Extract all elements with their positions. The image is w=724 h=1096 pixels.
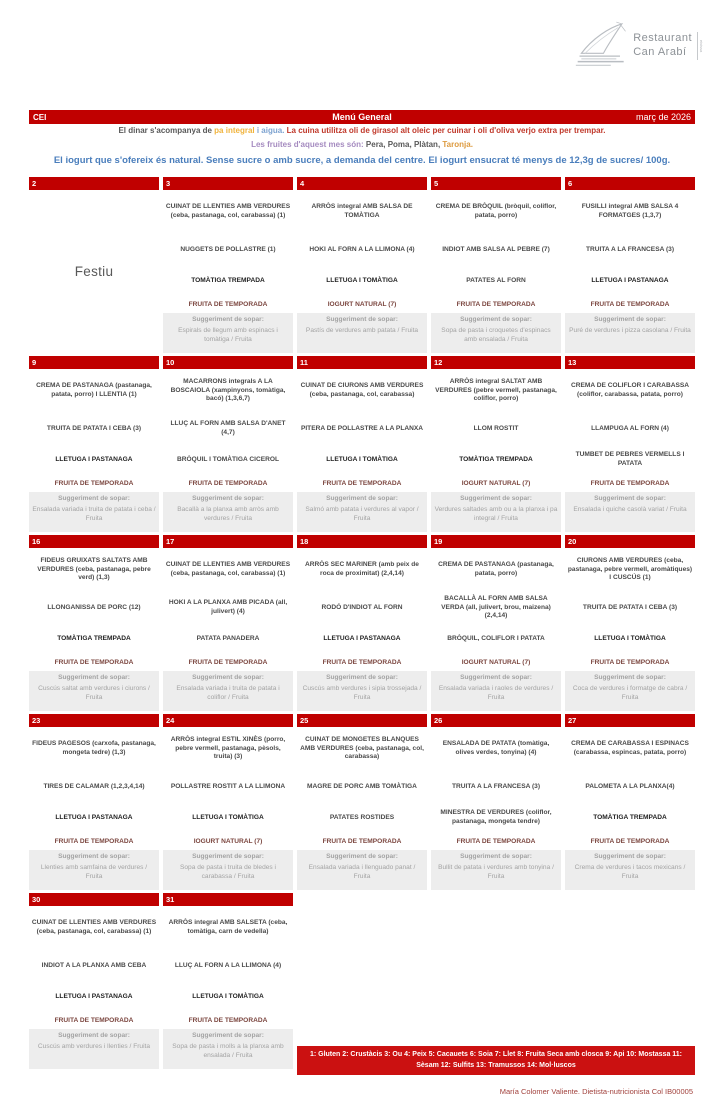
supper-suggestion-text: Espirals de llegum amb espinacs i tomàtiga / Fruita <box>178 326 278 343</box>
day-number: 5 <box>434 179 439 188</box>
day-number-bar <box>297 356 427 369</box>
supper-suggestion-title: Suggeriment de sopar: <box>58 495 130 502</box>
day-number: 13 <box>568 358 577 367</box>
day-menu <box>297 369 427 532</box>
supper-suggestion <box>163 671 293 711</box>
menu-month: març de 2026 <box>635 112 691 122</box>
supper-suggestion-title: Suggeriment de sopar: <box>594 853 666 860</box>
day-cell <box>163 356 293 532</box>
day-menu <box>565 548 695 711</box>
first-course: CUINAT DE CIURONS AMB VERDURES (ceba, pastanaga, col, carabassa) <box>300 382 424 398</box>
dessert: FRUITA DE TEMPORADA <box>54 838 134 845</box>
dessert: FRUITA DE TEMPORADA <box>188 480 268 487</box>
day-cell <box>297 177 427 353</box>
first-course: ARRÒS integral AMB SALSA DE TOMÀTIGA <box>311 203 413 219</box>
logo-side-text: eivissa <box>699 39 704 53</box>
day-cell <box>431 177 561 353</box>
first-course: ENSALADA DE PATATA (tomàtiga, olives verdes, tonyina) (4) <box>442 740 550 756</box>
day-number: 6 <box>568 179 573 188</box>
supper-suggestion-text: Salmó amb patata i verdures al vapor / Fruita <box>305 505 419 522</box>
day-menu <box>29 906 159 1069</box>
day-number-bar <box>431 177 561 190</box>
side-dish: LLETUGA I TOMÀTIGA <box>326 276 398 284</box>
day-cell <box>565 714 695 890</box>
day-number-bar <box>29 714 159 727</box>
day-cell <box>163 714 293 890</box>
supper-suggestion-text: Cuscús saltat amb verdures i ciurons / Fruita <box>38 684 150 701</box>
dessert: IOGURT NATURAL (7) <box>327 301 397 308</box>
week-row <box>29 177 695 353</box>
dessert: FRUITA DE TEMPORADA <box>590 659 670 666</box>
supper-suggestion-title: Suggeriment de sopar: <box>460 674 532 681</box>
day-menu <box>297 548 427 711</box>
logo-text <box>633 32 698 60</box>
supper-suggestion <box>29 492 159 532</box>
intro-block <box>29 124 695 170</box>
day-cell <box>29 356 159 532</box>
dessert: FRUITA DE TEMPORADA <box>590 301 670 308</box>
second-course: LLUÇ AL FORN AMB SALSA D'ANET (4,7) <box>170 420 286 436</box>
first-course: CUINAT DE LLENTIES AMB VERDURES (ceba, pastanaga, col, carabassa) (1) <box>165 203 291 219</box>
second-course: LLOM ROSTIT <box>473 424 519 432</box>
day-menu <box>431 190 561 353</box>
supper-suggestion-text: Pastís de verdures amb patata / Fruita <box>305 326 419 334</box>
supper-suggestion-title: Suggeriment de sopar: <box>326 674 398 681</box>
side-dish: BRÒQUIL I TOMÀTIGA CICEROL <box>176 455 280 463</box>
logo-line1: Restaurant <box>633 32 692 45</box>
dessert: FRUITA DE TEMPORADA <box>322 659 402 666</box>
first-course: ARRÒS SEC MARINER (amb peix de roca de proximitat) (2,4,14) <box>305 561 419 577</box>
day-menu <box>29 369 159 532</box>
day-number: 24 <box>166 716 175 725</box>
intro-text-part: Taronja. <box>442 140 473 149</box>
first-course: CUINAT DE LLENTIES AMB VERDURES (ceba, pastanaga, col, carabassa) (1) <box>165 561 291 577</box>
dietitian-credit: María Colomer Valiente. Dietista-nutricionista Col IB00005 <box>499 1087 693 1096</box>
supper-suggestion-title: Suggeriment de sopar: <box>192 495 264 502</box>
dessert: FRUITA DE TEMPORADA <box>456 838 536 845</box>
second-course: MAGRE DE PORC AMB TOMÀTIGA <box>307 782 417 790</box>
supper-suggestion-title: Suggeriment de sopar: <box>58 1032 130 1039</box>
side-dish: PATATES AL FORN <box>466 276 526 284</box>
day-menu <box>297 727 427 890</box>
second-course: PITERA DE POLLASTRE A LA PLANXA <box>300 424 424 432</box>
day-number-bar <box>297 535 427 548</box>
dessert: FRUITA DE TEMPORADA <box>456 301 536 308</box>
second-course: TRUITA A LA FRANCESA (3) <box>585 245 675 253</box>
supper-suggestion-title: Suggeriment de sopar: <box>326 495 398 502</box>
first-course: ARRÒS integral ESTIL XINÈS (porro, pebre vermell, pastanaga, pèsols, truita) (3) <box>170 736 286 761</box>
intro-text-part: Plàtan, <box>413 140 443 149</box>
first-course: CREMA DE COLIFLOR I CARABASSA (coliflor, carabassa, patata, porro) <box>570 382 690 398</box>
day-number-bar <box>297 714 427 727</box>
day-menu <box>163 190 293 353</box>
supper-suggestion-text: Ensalada variada i llenguado panat / Fruita <box>308 863 416 880</box>
supper-suggestion-text: Cuscús amb verdures i sipia trossejada / Fruita <box>302 684 422 701</box>
intro-line-3: El iogurt que s'ofereix és natural. Sense sucre o amb sucre, a demanda del centre. El iogurt ensucrat té menys de 12,3g de sucres/ 100g. <box>53 155 671 166</box>
day-number-bar <box>163 893 293 906</box>
supper-suggestion-title: Suggeriment de sopar: <box>460 853 532 860</box>
day-number: 16 <box>32 537 41 546</box>
week-row <box>29 356 695 532</box>
supper-suggestion-text: Ensalada variada i truita de patata i ceba / Fruita <box>32 505 156 522</box>
second-course: TRUITA DE PATATA I CEBA (3) <box>582 603 678 611</box>
supper-suggestion-text: Sopa de pasta i croquetes d'espinacs amb ensalada / Fruita <box>441 326 551 343</box>
day-number: 2 <box>32 179 37 188</box>
intro-text-part: Pera, <box>365 140 388 149</box>
supper-suggestion-title: Suggeriment de sopar: <box>460 316 532 323</box>
second-course: NUGGETS DE POLLASTRE (1) <box>180 245 276 253</box>
day-number: 31 <box>166 895 175 904</box>
supper-suggestion-text: Ensalada i quiche casolà variat / Fruita <box>573 505 687 513</box>
first-course: ARRÒS integral SALTAT AMB VERDURES (pebre vermell, pastanaga, coliflor, porro) <box>435 378 557 403</box>
supper-suggestion-title: Suggeriment de sopar: <box>192 316 264 323</box>
dessert: FRUITA DE TEMPORADA <box>322 838 402 845</box>
intro-text-part: Poma, <box>387 140 414 149</box>
day-number-bar <box>431 535 561 548</box>
title-bar <box>29 110 695 124</box>
dessert: FRUITA DE TEMPORADA <box>188 659 268 666</box>
side-dish: BRÒQUIL, COLIFLOR I PATATA <box>447 634 545 642</box>
day-number-bar <box>29 535 159 548</box>
dessert: FRUITA DE TEMPORADA <box>54 480 134 487</box>
side-dish: LLETUGA I PASTANAGA <box>55 455 133 463</box>
supper-suggestion <box>163 492 293 532</box>
day-cell <box>163 535 293 711</box>
day-cell <box>29 893 159 1069</box>
first-course: CUINAT DE LLENTIES AMB VERDURES (ceba, pastanaga, col, carabassa) (1) <box>31 919 157 935</box>
supper-suggestion-title: Suggeriment de sopar: <box>326 853 398 860</box>
menu-grid <box>29 177 695 1069</box>
day-cell <box>29 535 159 711</box>
second-course: INDIOT A LA PLANXA AMB CEBA <box>41 961 147 969</box>
day-number-bar <box>565 535 695 548</box>
supper-suggestion <box>431 671 561 711</box>
first-course: CREMA DE CARABASSA I ESPINACS (carabassa, espincas, patata, porro) <box>571 740 689 756</box>
supper-suggestion-title: Suggeriment de sopar: <box>192 1032 264 1039</box>
first-course: CIURONS AMB VERDURES (ceba, pastanaga, pebre vermell, aromàtiques) I CUSCÚS (1) <box>567 557 693 582</box>
day-menu <box>297 190 427 353</box>
side-dish: LLETUGA I TOMÀTIGA <box>594 634 666 642</box>
side-dish: LLETUGA I TOMÀTIGA <box>326 455 398 463</box>
first-course: MACARRONS integrals A LA BOSCAIOLA (xampinyons, tomàtiga, bacó) (1,3,6,7) <box>170 378 286 403</box>
supper-suggestion <box>565 313 695 353</box>
second-course: POLLASTRE ROSTIT A LA LLIMONA <box>170 782 286 790</box>
supper-suggestion-text: Sopa de pasta i molls a la planxa amb ensalada / Fruita <box>172 1042 284 1059</box>
side-dish: PATATA PANADERA <box>196 634 260 642</box>
day-menu <box>565 727 695 890</box>
day-menu <box>163 906 293 1069</box>
supper-suggestion <box>163 850 293 890</box>
day-menu <box>163 369 293 532</box>
supper-suggestion-title: Suggeriment de sopar: <box>594 674 666 681</box>
week-row <box>29 893 695 1069</box>
intro-text-part: El dinar s'acompanya de <box>118 126 215 135</box>
day-number-bar <box>431 356 561 369</box>
intro-line-1 <box>29 124 695 138</box>
supper-suggestion-title: Suggeriment de sopar: <box>460 495 532 502</box>
side-dish: LLETUGA I PASTANAGA <box>323 634 401 642</box>
supper-suggestion-text: Cuscús amb verdures i llenties / Fruita <box>37 1042 151 1050</box>
day-menu <box>431 548 561 711</box>
intro-text-part: Les fruites d'aquest mes són: <box>251 140 366 149</box>
second-course: HOKI AL FORN A LA LLIMONA (4) <box>309 245 415 253</box>
side-dish: LLETUGA I PASTANAGA <box>591 276 669 284</box>
supper-suggestion-text: Sopa de pasta i truita de bledes i carabassa / Fruita <box>179 863 277 880</box>
supper-suggestion <box>297 671 427 711</box>
side-dish: MINESTRA DE VERDURES (coliflor, pastanaga, mongeta tendre) <box>440 809 552 825</box>
side-dish: TUMBET DE PEBRES VERMELLS I PATATA <box>575 451 685 467</box>
dessert: FRUITA DE TEMPORADA <box>590 838 670 845</box>
first-course: FIDEUS GRUIXATS SALTATS AMB VERDURES (ceba, pastanaga, pebre verd) (1,3) <box>37 557 151 582</box>
dessert: IOGURT NATURAL (7) <box>461 659 531 666</box>
side-dish: LLETUGA I TOMÀTIGA <box>192 992 264 1000</box>
supper-suggestion <box>297 313 427 353</box>
supper-suggestion <box>163 313 293 353</box>
day-number-bar <box>29 177 159 190</box>
supper-suggestion-text: Coca de verdures i formatge de cabra / Fruita <box>572 684 688 701</box>
day-number: 11 <box>300 358 308 367</box>
day-number: 23 <box>32 716 41 725</box>
supper-suggestion-text: Ensalada variada i truita de patata i coliflor / Fruita <box>176 684 280 701</box>
supper-suggestion <box>297 492 427 532</box>
dessert: FRUITA DE TEMPORADA <box>54 1017 134 1024</box>
second-course: TIRES DE CALAMAR (1,2,3,4,14) <box>43 782 145 790</box>
day-number: 9 <box>32 358 37 367</box>
logo-line2: Can Arabí <box>633 46 687 58</box>
first-course: CREMA DE PASTANAGA (pastanaga, patata, porro) I LLENTIA (1) <box>36 382 152 398</box>
second-course: INDIOT AMB SALSA AL PEBRE (7) <box>442 245 550 253</box>
first-course: ARRÒS integral AMB SALSETA (ceba, tomàtiga, carn de vedella) <box>168 919 288 935</box>
day-number-bar <box>565 177 695 190</box>
second-course: BACALLÀ AL FORN AMB SALSA VERDA (all, julivert, brou, maizena) (2,4,14) <box>441 595 551 620</box>
dessert: FRUITA DE TEMPORADA <box>590 480 670 487</box>
second-course: TRUITA A LA FRANCESA (3) <box>451 782 541 790</box>
day-cell <box>29 714 159 890</box>
second-course: LLONGANISSA DE PORC (12) <box>47 603 141 611</box>
day-cell <box>431 714 561 890</box>
first-course: FUSILLI integral AMB SALSA 4 FORMATGES (1,3,7) <box>581 203 679 219</box>
supper-suggestion-title: Suggeriment de sopar: <box>594 495 666 502</box>
supper-suggestion-text: Bacallà a la planxa amb arròs amb verdures / Fruita <box>177 505 279 522</box>
day-number-bar <box>297 177 427 190</box>
supper-suggestion-title: Suggeriment de sopar: <box>58 674 130 681</box>
restaurant-logo <box>574 18 704 74</box>
day-cell <box>297 535 427 711</box>
day-number-bar <box>163 177 293 190</box>
day-number: 26 <box>434 716 443 725</box>
first-course: CREMA DE PASTANAGA (pastanaga, patata, porro) <box>438 561 554 577</box>
allergen-legend: 1: Gluten 2: Crustàcis 3: Ou 4: Peix 5: Cacauets 6: Soia 7: Llet 8: Fruita Seca amb closca 9: Api 10: Mostassa 11: Sèsam 12: Sulfits 13: Tramussos 14: Mol·luscos <box>297 1046 695 1075</box>
side-dish: TOMÀTIGA TREMPADA <box>593 813 667 821</box>
day-number: 27 <box>568 716 577 725</box>
day-cell <box>163 893 293 1069</box>
first-course: CREMA DE BRÒQUIL (bròquil, coliflor, patata, porro) <box>435 203 557 219</box>
day-cell <box>431 356 561 532</box>
supper-suggestion-text: Llenties amb samfaina de verdures / Fruita <box>40 863 148 880</box>
supper-suggestion <box>565 671 695 711</box>
second-course: RODÓ D'INDIOT AL FORN <box>321 603 403 611</box>
intro-text-part: pa integral <box>214 126 255 135</box>
intro-text-part: i aigua. <box>254 126 287 135</box>
day-number: 3 <box>166 179 171 188</box>
first-course: CUINAT DE MONGETES BLANQUES AMB VERDURES (ceba, pastanaga, col, carabassa) <box>300 736 424 761</box>
first-course: FIDEUS PAGESOS (carxofa, pastanaga, mongeta tedre) (1,3) <box>32 740 156 756</box>
day-number: 18 <box>300 537 309 546</box>
dessert: FRUITA DE TEMPORADA <box>188 1017 268 1024</box>
supper-suggestion <box>431 850 561 890</box>
day-menu <box>29 548 159 711</box>
day-cell <box>297 356 427 532</box>
side-dish: LLETUGA I TOMÀTIGA <box>192 813 264 821</box>
dessert: FRUITA DE TEMPORADA <box>188 301 268 308</box>
dessert: FRUITA DE TEMPORADA <box>54 659 134 666</box>
festiu-label: Festiu <box>74 264 114 279</box>
day-menu <box>29 727 159 890</box>
side-dish: LLETUGA I PASTANAGA <box>55 992 133 1000</box>
day-number-bar <box>565 356 695 369</box>
day-cell <box>431 535 561 711</box>
day-cell <box>297 714 427 890</box>
day-number-bar <box>29 356 159 369</box>
dessert: FRUITA DE TEMPORADA <box>322 480 402 487</box>
day-menu <box>565 190 695 353</box>
day-number-bar <box>431 714 561 727</box>
day-number: 17 <box>166 537 175 546</box>
sailboat-logo-icon <box>574 20 629 72</box>
day-cell <box>565 535 695 711</box>
day-menu <box>29 190 159 353</box>
supper-suggestion <box>163 1029 293 1069</box>
dessert: IOGURT NATURAL (7) <box>193 838 263 845</box>
intro-text-part: La cuina utilitza oli de girasol alt oleic per cuinar i oli d'oliva verjo extra per trempar. <box>286 126 606 135</box>
week-row <box>29 714 695 890</box>
second-course: HOKI A LA PLANXA AMB PICADA (all, julivert) (4) <box>168 599 288 615</box>
dessert: IOGURT NATURAL (7) <box>461 480 531 487</box>
supper-suggestion-title: Suggeriment de sopar: <box>192 853 264 860</box>
day-number-bar <box>163 535 293 548</box>
day-menu <box>431 369 561 532</box>
side-dish: PATATES ROSTIDES <box>329 813 395 821</box>
day-cell <box>163 177 293 353</box>
second-course: LLAMPUGA AL FORN (4) <box>591 424 669 432</box>
day-cell <box>565 356 695 532</box>
menu-title: Menú General <box>332 112 392 122</box>
day-number: 10 <box>166 358 175 367</box>
supper-suggestion-text: Bullit de patata i verdures amb tonyina / Fruita <box>438 863 554 880</box>
side-dish: TOMÀTIGA TREMPADA <box>459 455 533 463</box>
center-code: CEI <box>33 112 47 122</box>
supper-suggestion <box>29 671 159 711</box>
second-course: PALOMETA A LA PLANXA(4) <box>585 782 675 790</box>
supper-suggestion-title: Suggeriment de sopar: <box>58 853 130 860</box>
supper-suggestion <box>565 850 695 890</box>
supper-suggestion <box>431 492 561 532</box>
side-dish: TOMÀTIGA TREMPADA <box>57 634 131 642</box>
second-course: LLUÇ AL FORN A LA LLIMONA (4) <box>174 961 282 969</box>
day-cell <box>565 177 695 353</box>
day-number: 4 <box>300 179 305 188</box>
day-number-bar <box>163 714 293 727</box>
second-course: TRUITA DE PATATA I CEBA (3) <box>46 424 142 432</box>
week-row <box>29 535 695 711</box>
day-number: 20 <box>568 537 577 546</box>
supper-suggestion-text: Verdures saltades amb ou a la planxa i pa integral / Fruita <box>434 505 558 522</box>
supper-suggestion <box>29 1029 159 1069</box>
day-number-bar <box>163 356 293 369</box>
day-menu <box>431 727 561 890</box>
day-menu <box>565 369 695 532</box>
supper-suggestion <box>297 850 427 890</box>
supper-suggestion <box>431 313 561 353</box>
side-dish: LLETUGA I PASTANAGA <box>55 813 133 821</box>
supper-suggestion-title: Suggeriment de sopar: <box>192 674 264 681</box>
day-number: 19 <box>434 537 443 546</box>
document-content <box>29 110 695 1096</box>
intro-line-2 <box>29 138 695 152</box>
supper-suggestion-text: Ensalada variada i raoles de verdures / Fruita <box>438 684 554 701</box>
day-number: 25 <box>300 716 309 725</box>
day-cell <box>29 177 159 353</box>
side-dish: TOMÀTIGA TREMPADA <box>191 276 265 284</box>
day-number: 12 <box>434 358 443 367</box>
day-number: 30 <box>32 895 41 904</box>
day-menu <box>163 548 293 711</box>
day-menu <box>163 727 293 890</box>
day-number-bar <box>565 714 695 727</box>
supper-suggestion-text: Puré de verdures i pizza casolana / Fruita <box>569 326 691 334</box>
supper-suggestion-text: Crema de verdures i tacos mexicans / Fruita <box>574 863 686 880</box>
supper-suggestion <box>565 492 695 532</box>
day-number-bar <box>29 893 159 906</box>
supper-suggestion-title: Suggeriment de sopar: <box>594 316 666 323</box>
supper-suggestion-title: Suggeriment de sopar: <box>326 316 398 323</box>
supper-suggestion <box>29 850 159 890</box>
